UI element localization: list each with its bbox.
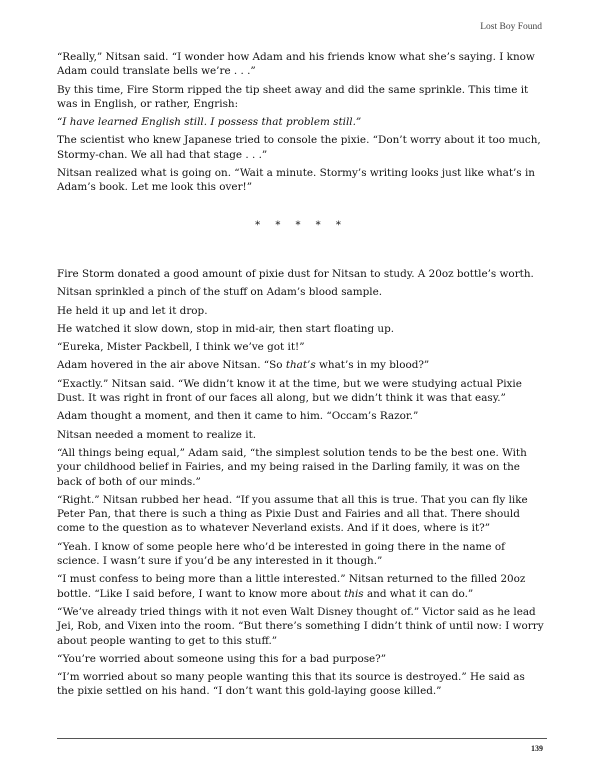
paragraph: “We’ve already tried things with it not even Walt Disney thought of.” Victor said as he lead Jei, Rob, and Vixen into the room. “But there’s something I didn’t think of until now: I worry about people wanting to get to this stuff.” bbox=[57, 605, 544, 647]
italic-text: that’s bbox=[285, 359, 316, 372]
paragraph: “Yeah. I know of some people here who’d be interested in going there in the name of science. I wasn’t sure if you’d be any interested in it though.” bbox=[57, 540, 505, 568]
page-body bbox=[57, 50, 545, 703]
paragraph bbox=[57, 572, 545, 601]
paragraph: He held it up and let it drop. bbox=[57, 304, 208, 317]
paragraph: Adam thought a moment, and then it came to him. “Occam’s Razor.” bbox=[57, 410, 419, 423]
paragraph bbox=[57, 358, 545, 372]
paragraph: “I’m worried about so many people wanting this that its source is destroyed.” He said as the pixie settled on his hand. “I don’t want this gold-laying goose killed.” bbox=[57, 671, 525, 698]
paragraph: “All things being equal,” Adam said, “the simplest solution tends to be the best one. With your childhood belief in Fairies, and my being raised in the Darling family, it was on the back of both of our minds.” bbox=[57, 446, 527, 488]
page-number: 139 bbox=[531, 744, 543, 753]
scene-break: * * * * * bbox=[255, 219, 347, 231]
running-header: Lost Boy Found bbox=[480, 22, 542, 32]
paragraph: “You’re worried about someone using this for a bad purpose?” bbox=[57, 652, 387, 665]
text-run: “I must confess to being more than a little interested.” Nitsan returned to the filled 20oz bottle. “Like I said before, I want to know more about bbox=[57, 573, 526, 600]
paragraph: Nitsan sprinkled a pinch of the stuff on Adam’s blood sample. bbox=[57, 286, 383, 299]
text-run: and what it can do.” bbox=[363, 587, 474, 600]
paragraph: Nitsan needed a moment to realize it. bbox=[57, 428, 257, 441]
italic-text: “I have learned English still. I possess that problem still.” bbox=[57, 116, 362, 129]
paragraph: “Right.” Nitsan rubbed her head. “If you assume that all this is true. That you can fly like Peter Pan, that there is such a thing as Pixie Dust and Fairies and all that. There should come to the question as to whatever Neverland exists. And if it does, where is it?” bbox=[57, 493, 528, 535]
italic-text: this bbox=[344, 587, 364, 600]
footer-rule bbox=[57, 738, 547, 739]
paragraph: “Really,” Nitsan said. “I wonder how Adam and his friends know what she’s saying. I know Adam could translate bells we’re . . .” bbox=[57, 51, 535, 78]
paragraph: Fire Storm donated a good amount of pixie dust for Nitsan to study. A 20oz bottle’s worth. bbox=[57, 267, 534, 280]
paragraph: The scientist who knew Japanese tried to console the pixie. “Don’t worry about it too much, Stormy-chan. We all had that stage . . .” bbox=[57, 134, 541, 161]
paragraph: “Exactly.” Nitsan said. “We didn’t know it at the time, but we were studying actual Pixie Dust. It was right in front of our faces all along, but we didn’t think it was that easy.” bbox=[57, 377, 522, 405]
paragraph: He watched it slow down, stop in mid-air, then start floating up. bbox=[57, 322, 395, 335]
text-run: Adam hovered in the air above Nitsan. “So bbox=[57, 359, 286, 372]
text-run: what’s in my blood?” bbox=[315, 359, 430, 372]
paragraph: “Eureka, Mister Packbell, I think we’ve got it!” bbox=[57, 341, 305, 354]
paragraph: Nitsan realized what is going on. “Wait a minute. Stormy’s writing looks just like what’s in Adam’s book. Let me look this over!” bbox=[57, 167, 535, 194]
paragraph: By this time, Fire Storm ripped the tip sheet away and did the same sprinkle. This time it was in English, or rather, Engrish: bbox=[57, 83, 529, 110]
paragraph-italic bbox=[57, 115, 545, 129]
